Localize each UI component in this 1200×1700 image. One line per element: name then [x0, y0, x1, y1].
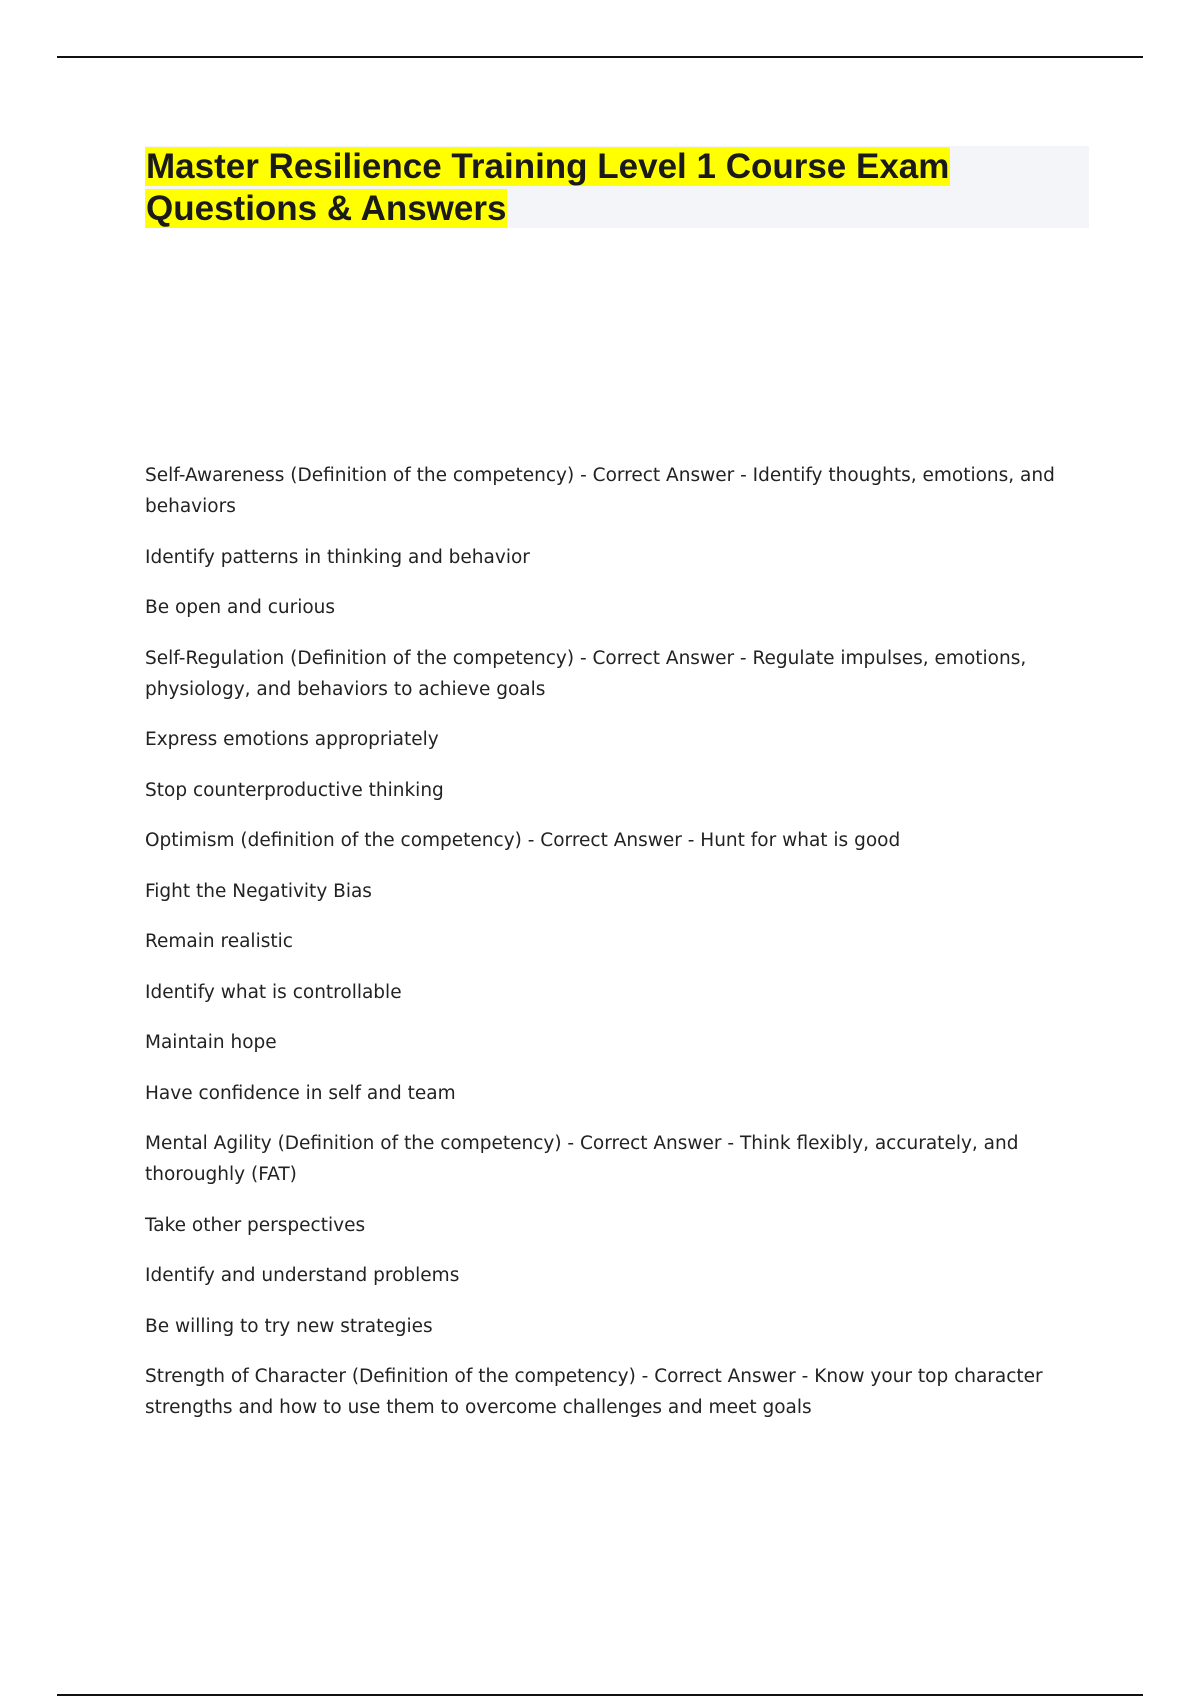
paragraph: Self-Regulation (Definition of the competency) - Correct Answer - Regulate impulses, emotions, physiology, and behaviors to achieve goals [145, 647, 1027, 700]
paragraph: Be open and curious [145, 597, 336, 618]
paragraph: Be willing to try new strategies [145, 1315, 433, 1337]
paragraph: Take other perspectives [145, 1214, 366, 1236]
qa-content [145, 460, 1075, 1443]
document-title [145, 146, 1085, 230]
paragraph: Optimism (definition of the competency) - Correct Answer - Hunt for what is good [145, 830, 901, 851]
paragraph: Fight the Negativity Bias [145, 880, 372, 902]
paragraph: Identify and understand problems [145, 1265, 460, 1286]
paragraph: Identify what is controllable [145, 981, 402, 1003]
paragraph: Remain realistic [145, 931, 293, 952]
title-highlight: Master Resilience Training Level 1 Course Exam Questions & Answers [146, 147, 950, 228]
top-rule [57, 56, 1143, 58]
paragraph: Express emotions appropriately [145, 729, 439, 750]
paragraph: Stop counterproductive thinking [145, 779, 444, 801]
paragraph: Self-Awareness (Definition of the competency) - Correct Answer - Identify thoughts, emotions, and behaviors [145, 465, 1055, 517]
title-block [145, 146, 1089, 228]
paragraph: Identify patterns in thinking and behavior [145, 546, 530, 568]
paragraph: Strength of Character (Definition of the competency) - Correct Answer - Know your top character strengths and how to use them to overcome challenges and meet goals [145, 1366, 1043, 1418]
paragraph: Maintain hope [145, 1032, 277, 1053]
bottom-rule [57, 1694, 1143, 1696]
paragraph: Have confidence in self and team [145, 1082, 456, 1104]
paragraph: Mental Agility (Definition of the competency) - Correct Answer - Think flexibly, accurately, and thoroughly (FAT) [145, 1133, 1019, 1185]
